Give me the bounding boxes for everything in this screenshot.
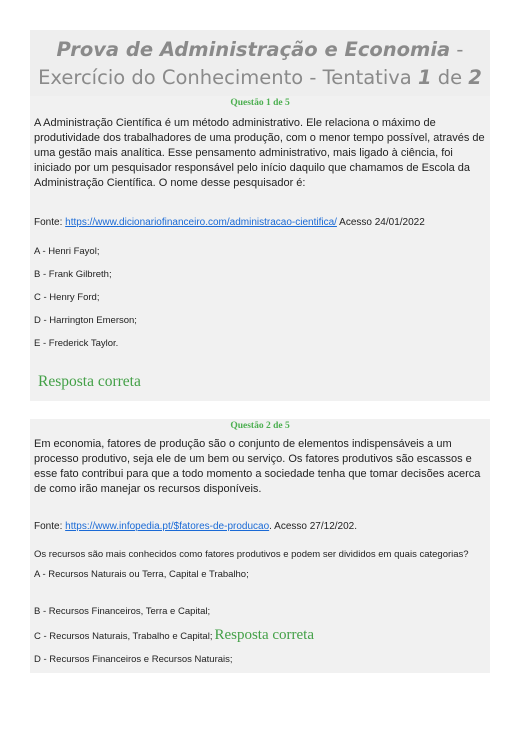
attempt-total: 2 [468, 66, 482, 89]
source-prefix: Fonte: [34, 217, 66, 228]
option-d[interactable]: D - Harrington Emerson; [34, 315, 137, 326]
source-prefix: Fonte: [34, 521, 66, 532]
source-suffix: Acesso 24/01/2022 [336, 217, 425, 228]
option-b[interactable]: B - Frank Gilbreth; [34, 269, 112, 280]
title-bold: Prova de Administração e Economia [56, 38, 451, 61]
option-c-row [34, 627, 486, 644]
document-page [30, 30, 490, 673]
question-source [34, 521, 486, 532]
question-source [34, 217, 486, 228]
exam-header [30, 30, 490, 96]
option-a[interactable]: A - Henri Fayol; [34, 246, 100, 257]
source-suffix: . Acesso 27/12/202. [269, 521, 357, 532]
correct-feedback: Resposta correta [214, 627, 315, 643]
question-statement: Em economia, fatores de produção são o conjunto de elementos indispensáveis a um processo produtivo, seja ele de um bem ou serviço. Os fatores produtivos são escassos e esse fato contribui para que a todo momento a sociedade tenha que tomar decisões acerca de como irão manejar os recursos disponíveis. [34, 438, 481, 495]
title-rest: - Exercício do Conhecimento - Tentativa [38, 38, 464, 89]
question-number: Questão 1 de 5 [230, 98, 290, 108]
source-link[interactable]: https://www.dicionariofinanceiro.com/administracao-cientifica/ [65, 217, 337, 228]
question-prompt: Os recursos são mais conhecidos como fatores produtivos e podem ser divididos em quais categorias? [34, 549, 469, 560]
option-b[interactable]: B - Recursos Financeiros, Terra e Capital; [34, 606, 211, 617]
correct-feedback: Resposta correta [38, 373, 141, 390]
option-c[interactable]: C - Henry Ford; [34, 292, 100, 303]
title-of: de [431, 66, 469, 89]
option-d[interactable]: D - Recursos Financeiros e Recursos Naturais; [34, 654, 233, 665]
question-statement: A Administração Científica é um método administrativo. Ele relaciona o máximo de produtividade dos trabalhadores de uma produção, com o menor tempo possível, através de uma gestão mais analítica. Esse pensamento administrativo, mais ligado à ciência, foi iniciado por um pesquisador responsável pelo início daquilo que chamamos de Escola da Administração Científica. O nome desse pesquisador é: [34, 117, 485, 189]
question-number: Questão 2 de 5 [230, 421, 290, 431]
option-e[interactable]: E - Frederick Taylor. [34, 338, 119, 349]
source-link[interactable]: https://www.infopedia.pt/$fatores-de-producao [65, 521, 270, 532]
question-2 [30, 419, 490, 673]
question-1 [30, 96, 490, 401]
page-title [36, 36, 484, 92]
option-c[interactable]: C - Recursos Naturais, Trabalho e Capital; [34, 631, 213, 642]
option-a[interactable]: A - Recursos Naturais ou Terra, Capital e Trabalho; [34, 569, 249, 580]
attempt-number: 1 [417, 66, 432, 89]
